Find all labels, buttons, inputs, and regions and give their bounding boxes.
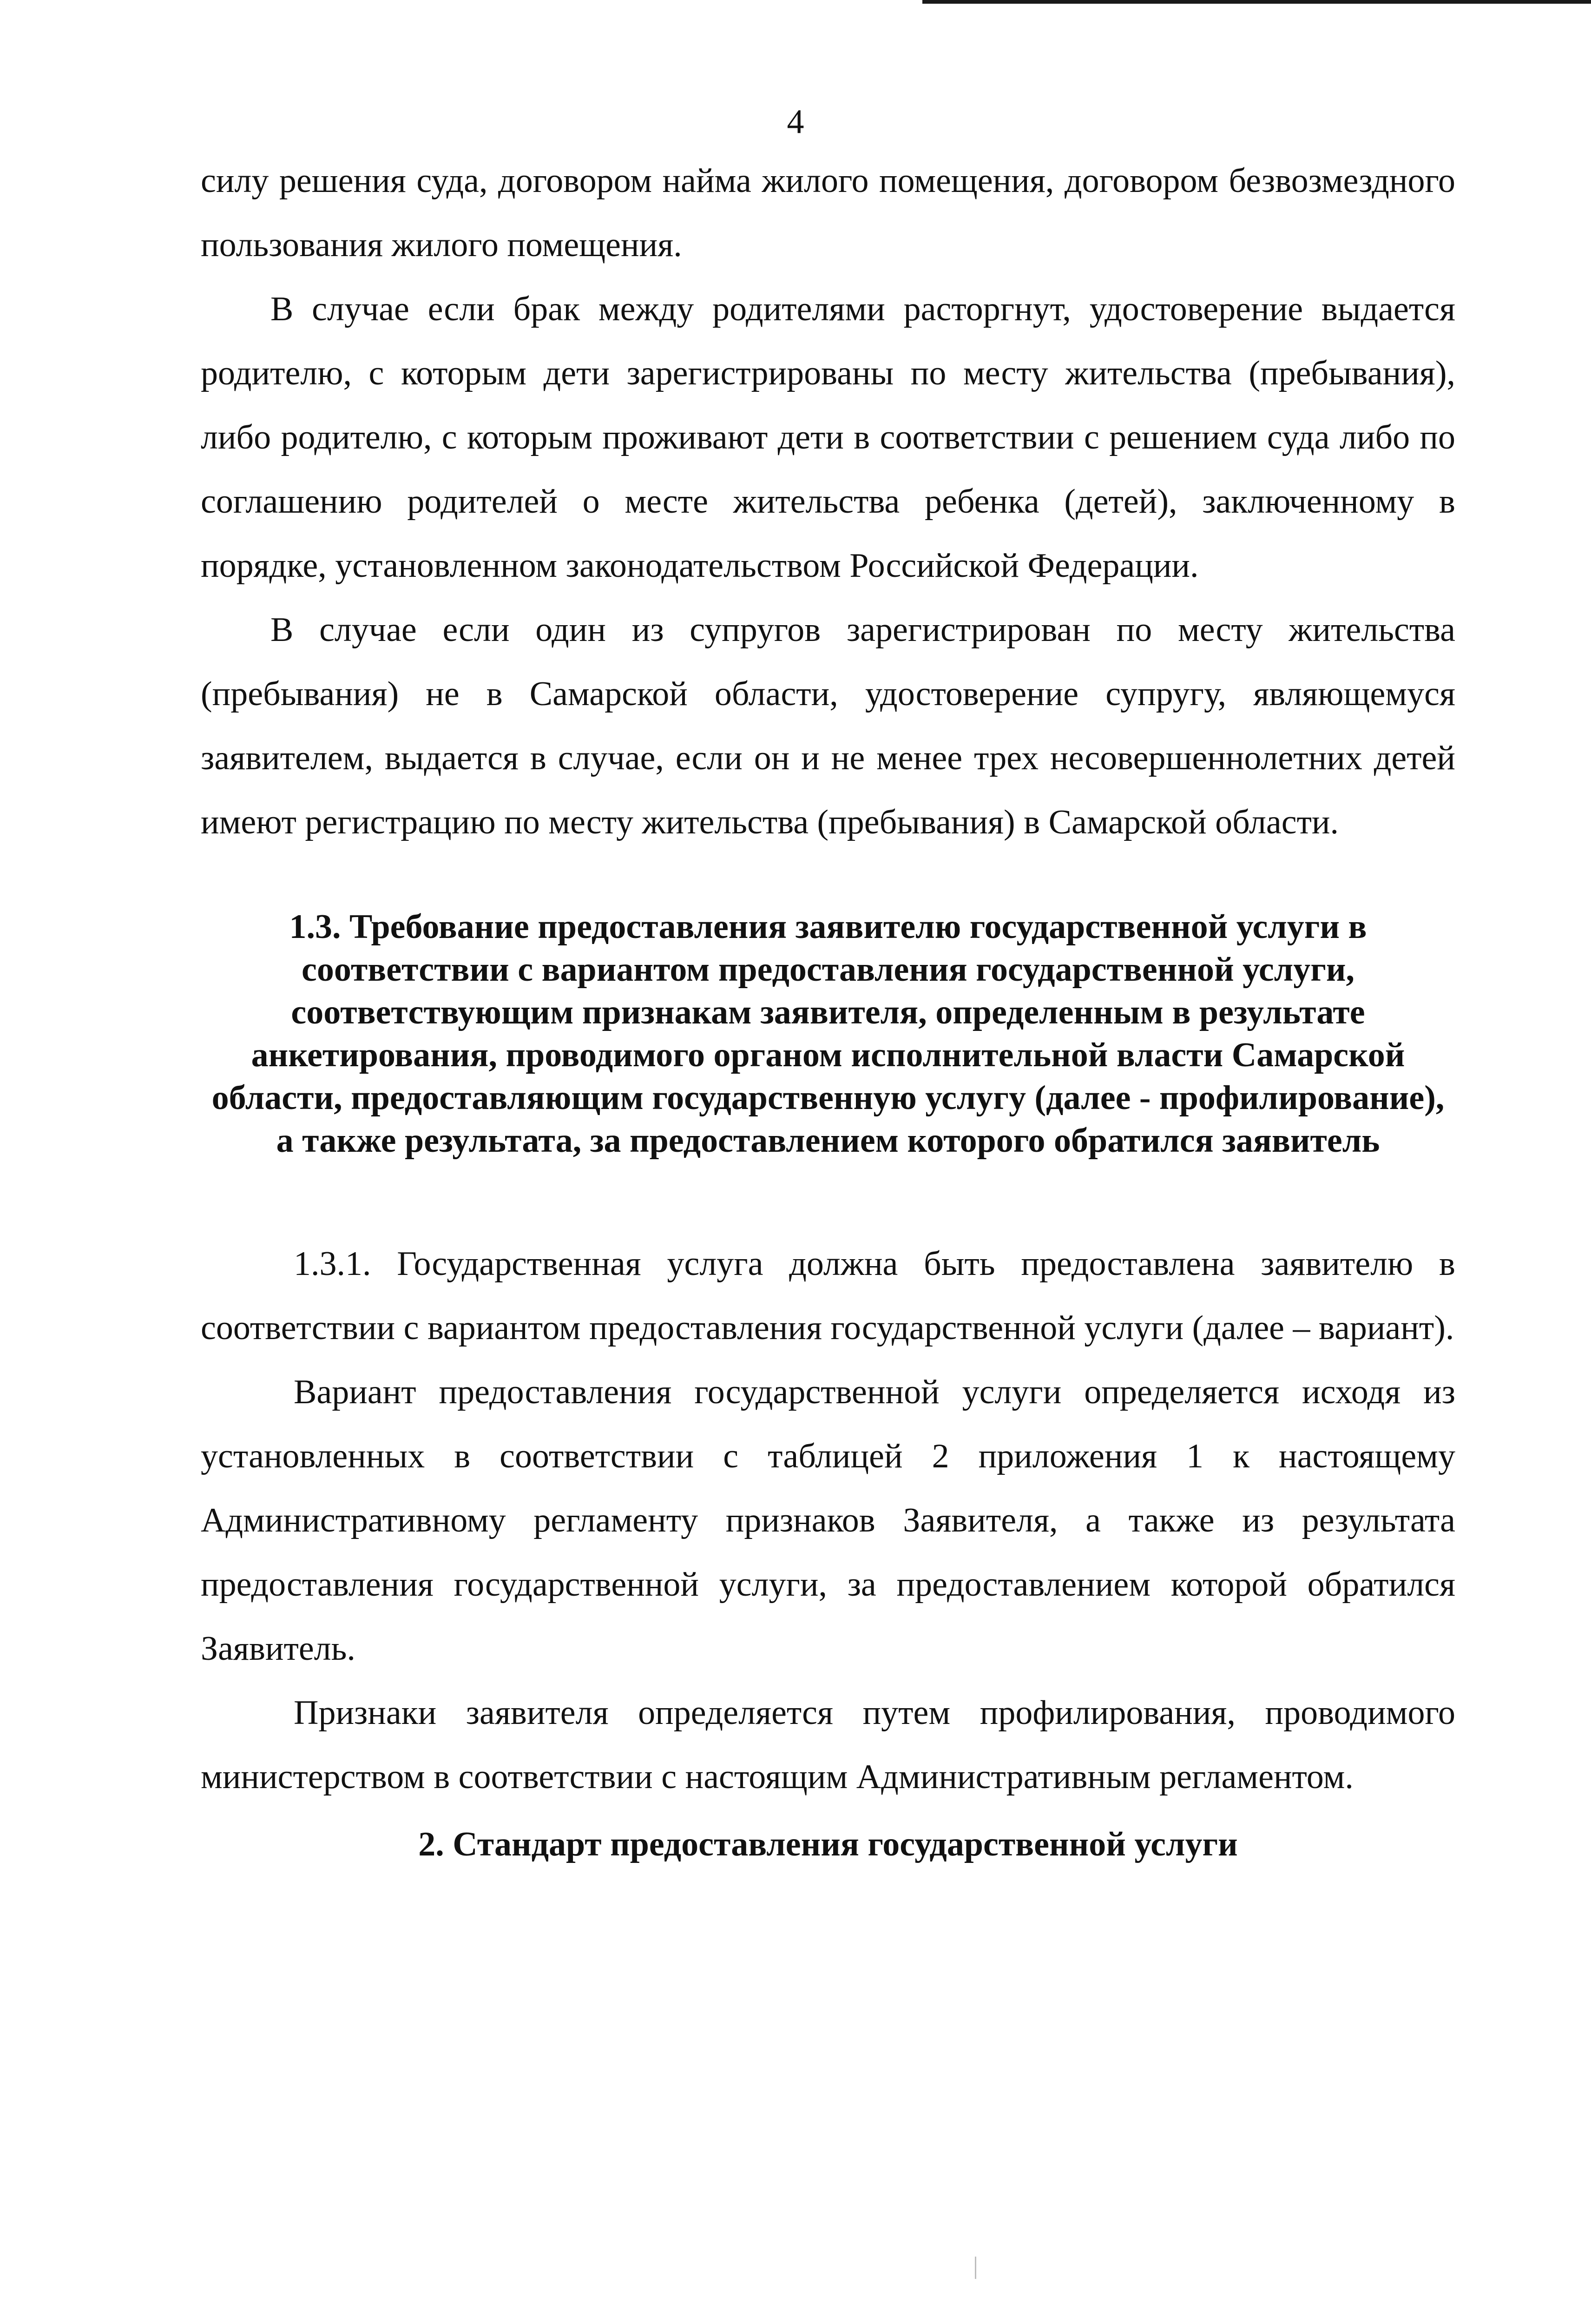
section-heading-1-3: 1.3. Требование предоставления заявителю государственной услуги в соответствии с вариантом предоставления государственной услуги, соответствующим признакам заявителя, определенным в результате анкетирования, проводимого органом исполнительной власти Самарской области, предоставляющим государственную услугу (далее - профилирование), а также результата, за предоставлением которого обратился заявитель [211,908,1445,1160]
paragraph-spouse-registration: В случае если один из супругов зарегистрирован по месту жительства (пребывания) не в Самарской области, удостоверение супругу, являющемуся заявителем, выдается в случае, если он и не менее трех несовершеннолетних детей имеют регистрацию по месту жительства (пребывания) в Самарской области. [201,611,1455,841]
paragraph-applicant-profiling: Признаки заявителя определяется путем профилирования, проводимого министерством в соответствии с настоящим Административным регламентом. [201,1694,1455,1796]
scan-artifact-mark [975,2257,976,2279]
page-number: 4 [787,103,804,141]
paragraph-divorce-case: В случае если брак между родителями расторгнут, удостоверение выдается родителю, с которым дети зарегистрированы по месту жительства (пребывания), либо родителю, с которым проживают дети в соответствии с решением суда либо по соглашению родителей о месте жительства ребенка (детей), заключенному в порядке, установленном законодательством Российской Федерации. [201,290,1455,585]
document-body [201,149,1455,1866]
top-edge-rule [922,0,1591,4]
section-heading-2: 2. Стандарт предоставления государственной услуги [418,1825,1238,1863]
paragraph-continuation: силу решения суда, договором найма жилого помещения, договором безвозмездного пользования жилого помещения. [201,162,1455,264]
paragraph-1-3-1: 1.3.1. Государственная услуга должна быть предоставлена заявителю в соответствии с вариантом предоставления государственной услуги (далее – вариант). [201,1245,1455,1347]
paragraph-variant-definition: Вариант предоставления государственной услуги определяется исходя из установленных в соответствии с таблицей 2 приложения 1 к настоящему Административному регламенту признаков Заявителя, а также из результата предоставления государственной услуги, за предоставлением которой обратился Заявитель. [201,1373,1455,1668]
